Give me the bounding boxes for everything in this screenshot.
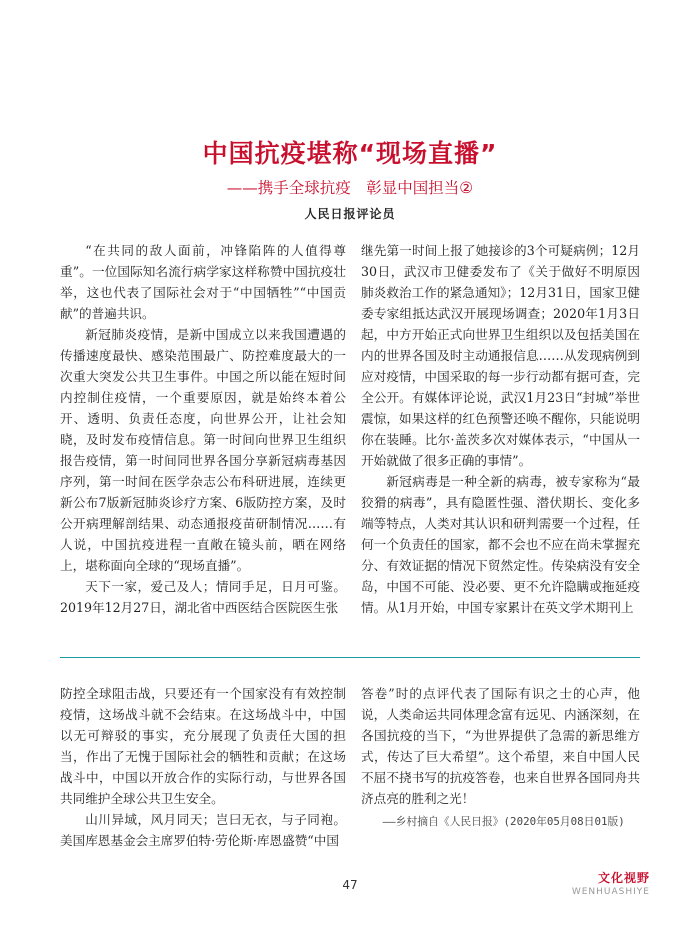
brand-name-pinyin: WENHUASHIYE xyxy=(571,887,650,897)
paragraph: 防控全球阻击战，只要还有一个国家没有有效控制疫情，这场战斗就不会结束。在这场战斗中，中国以无可辩驳的事实，充分展现了负责任大国的担当，作出了无愧于国际社会的牺牲和贡献；在这场战斗中，中国以开放合作的实际行动，与世界各国共同维护全球公共卫生安全。 xyxy=(60,686,346,806)
article-title: 中国抗疫堪称“现场直播” xyxy=(202,139,498,168)
paragraph: “在共同的敌人面前，冲锋陷阵的人值得尊重”。一位国际知名流行病学家这样称赞中国抗疫壮举，这也代表了国际社会对于“中国牺牲”“中国贡献”的普遍共识。 xyxy=(60,243,346,321)
paragraph: 天下一家，爱己及人；情同手足，日月可鉴。2019年12月27日，湖北省中西医结合医院医生张 xyxy=(60,579,346,615)
body-column-2 xyxy=(361,240,640,618)
paragraph: 新冠病毒是一种全新的病毒，被专家称为“最狡猾的病毒”，具有隐匿性强、潜伏期长、变化多端等特点，人类对其认识和研判需要一个过程，任何一个负责任的国家，都不会也不应在尚未掌握充分、有效证据的情况下贸然定性。传染病没有安全岛，中国不可能、没必要、更不允许隐瞒或拖延疫情。从1月开始，中国专家累计在英文学术期刊上 xyxy=(361,474,640,615)
paragraph: 继先第一时间上报了她接诊的3个可疑病例；12月30日，武汉市卫健委发布了《关于做好不明原因肺炎救治工作的紧急通知》；12月31日，国家卫健委专家组抵达武汉开展现场调查；2020年1月3日起，中方开始正式向世界卫生组织以及包括美国在内的世界各国及时主动通报信息……从发现病例到应对疫情，中国采取的每一步行动都有据可查，完全公开。有媒体评论说，武汉1月23日“封城”举世震惊，如果这样的红色预警还唤不醒你，只能说明你在装睡。比尔·盖茨多次对媒体表示，“中国从一开始就做了很多正确的事情”。 xyxy=(361,243,640,468)
source-citation: ——乡村摘自《人民日报》(2020年05月08日01版) xyxy=(382,815,625,828)
article-byline: 人民日报评论员 xyxy=(304,207,396,221)
paragraph: 山川异域，风月同天；岂曰无衣，与子同袍。美国库恩基金会主席罗伯特·劳伦斯·库恩盛赞“中国 xyxy=(60,812,346,848)
body-column-1 xyxy=(60,240,346,618)
page-number: 47 xyxy=(342,878,358,892)
body-column-3 xyxy=(60,683,346,851)
magazine-brand xyxy=(572,869,650,897)
paragraph: 答卷”时的点评代表了国际有识之士的心声，他说，人类命运共同体理念富有远见、内涵深刻，在各国抗疫的当下，“为世界提供了急需的新思维方式，传达了巨大希望”。这个希望，来自中国人民不屈不挠书写的抗疫答卷，也来自世界各国同舟共济点亮的胜利之光！ xyxy=(361,686,640,806)
article-subtitle: ——携手全球抗疫 彰显中国担当② xyxy=(226,179,474,197)
brand-name-chinese: 文化视野 xyxy=(597,871,650,885)
body-column-4 xyxy=(361,683,640,832)
paragraph: 新冠肺炎疫情，是新中国成立以来我国遭遇的传播速度最快、感染范围最广、防控难度最大的一次重大突发公共卫生事件。中国之所以能在短时间内控制住疫情，一个重要原因，就是始终本着公开、透明、负责任态度，向世界公开，让社会知晓，及时发布疫情信息。第一时间向世界卫生组织报告疫情，第一时间同世界各国分享新冠病毒基因序列，第一时间在医学杂志公布科研进展，连续更新公布7版新冠肺炎诊疗方案、6版防控方案，及时公开病理解剖结果、动态通报疫苗研制情况……有人说，中国抗疫进程一直敞在镜头前，晒在网络上，堪称面向全球的“现场直播”。 xyxy=(60,327,346,573)
section-divider xyxy=(60,657,640,658)
